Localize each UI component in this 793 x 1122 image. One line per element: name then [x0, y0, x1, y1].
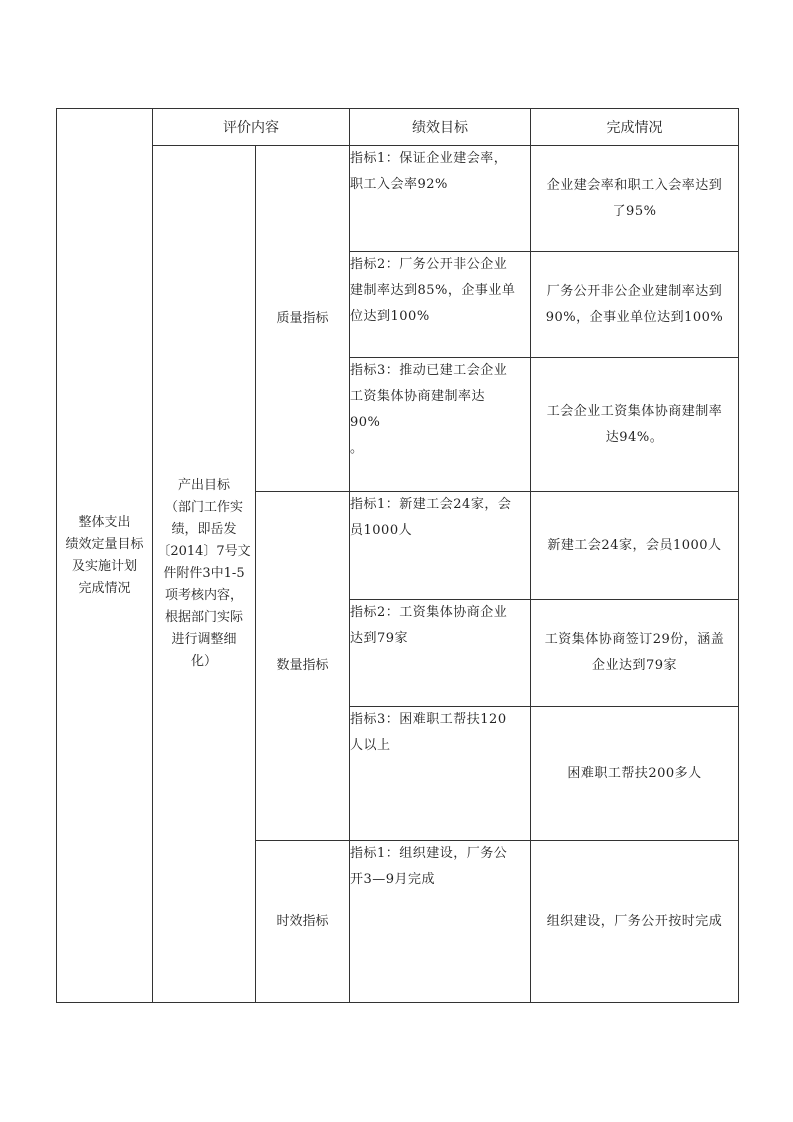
category-timeliness: 时效指标: [256, 841, 350, 1003]
category-quantity: 数量指标: [256, 492, 350, 841]
header-result: 完成情况: [531, 109, 739, 146]
table-row: [57, 146, 739, 252]
target-cell: 指标1：保证企业建会率， 职工入会率92%: [350, 146, 531, 252]
target-cell: 指标2：厂务公开非公企业 建制率达到85%，企事业单 位达到100%: [350, 252, 531, 358]
target-cell: 指标2：工资集体协商企业 达到79家: [350, 600, 531, 707]
header-target: 绩效目标: [350, 109, 531, 146]
section-label: 整体支出 绩效定量目标 及实施计划 完成情况: [57, 109, 153, 1003]
target-cell: 指标1：新建工会24家，会 员1000人: [350, 492, 531, 600]
result-cell: 厂务公开非公企业建制率达到 90%，企事业单位达到100%: [531, 252, 739, 358]
category-quality: 质量指标: [256, 146, 350, 492]
result-cell: 新建工会24家，会员1000人: [531, 492, 739, 600]
header-content: 评价内容: [153, 109, 350, 146]
target-cell: 指标1：组织建设，厂务公 开3—9月完成: [350, 841, 531, 1003]
target-cell: 指标3：推动已建工会企业 工资集体协商建制率达 90% 。: [350, 358, 531, 492]
table-header-row: [57, 109, 739, 146]
performance-table: [56, 108, 739, 1003]
output-goal: 产出目标 （部门工作实 绩，即岳发 〔2014〕7号文 件附件3中1-5 项考核内容， 根据部门实际 进行调整细 化）: [153, 146, 256, 1003]
result-cell: 困难职工帮扶200多人: [531, 707, 739, 841]
result-cell: 组织建设，厂务公开按时完成: [531, 841, 739, 1003]
result-cell: 工资集体协商签订29份，涵盖 企业达到79家: [531, 600, 739, 707]
result-cell: 企业建会率和职工入会率达到 了95%: [531, 146, 739, 252]
result-cell: 工会企业工资集体协商建制率 达94%。: [531, 358, 739, 492]
target-cell: 指标3：困难职工帮扶120 人以上: [350, 707, 531, 841]
